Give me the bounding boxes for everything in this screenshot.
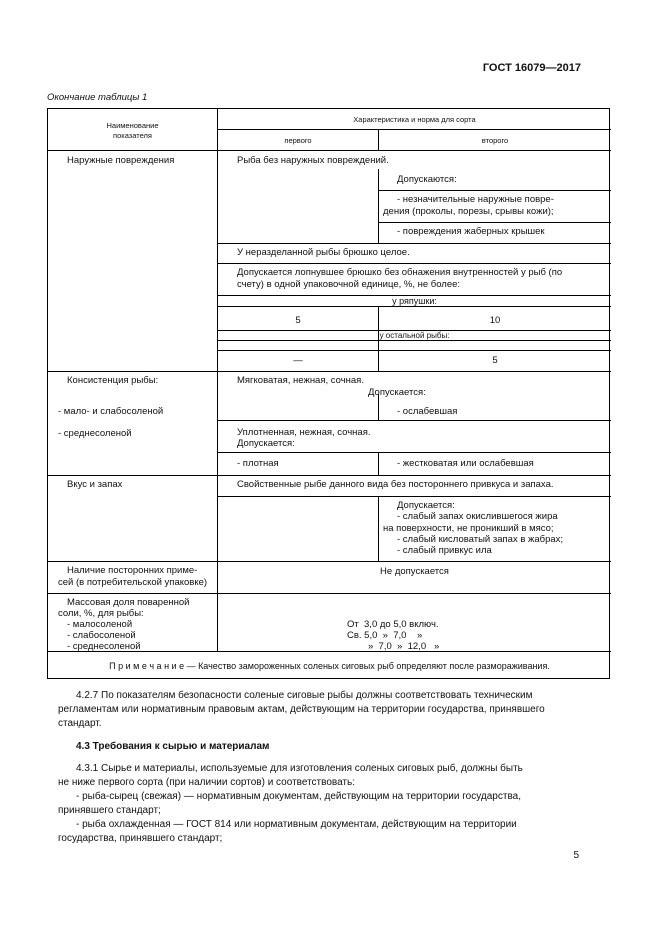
para-4-2-7-line2: регламентам или нормативным правовым актам, действующим на территории государства, принявшего bbox=[58, 704, 545, 715]
taste-sour: - слабый кисловатый запах в жабрах; bbox=[397, 534, 564, 545]
damage-gills: - повреждения жаберных крышек bbox=[397, 226, 545, 237]
taste-bitter: - слабый привкус ила bbox=[397, 545, 492, 556]
header-grade2: второго bbox=[481, 136, 509, 145]
standard-code: ГОСТ 16079—2017 bbox=[482, 62, 581, 74]
other-fish-label: у остальной рыбы: bbox=[379, 331, 450, 340]
para-4-3-1-line2: не ниже первого сорта (при наличии сортов) и соответствовать: bbox=[58, 777, 356, 788]
consistency-firm: Уплотненная, нежная, сочная. bbox=[237, 427, 371, 438]
chilled-fish-line2: государства, принявшего стандарт; bbox=[58, 833, 223, 844]
belly-intact: У неразделанной рыбы брюшко целое. bbox=[237, 247, 410, 258]
salt-weak-value: Св. 5,0 » 7,0 » bbox=[347, 630, 423, 641]
salt-low-value: От 3,0 до 5,0 включ. bbox=[347, 619, 439, 630]
indicators-table bbox=[47, 108, 610, 679]
taste-grade1: Свойственные рыбе данного вида без постороннего привкуса и запаха. bbox=[237, 479, 554, 490]
salt-weak: - слабосоленой bbox=[67, 630, 136, 641]
consistency-low-salt: - мало- и слабосоленой bbox=[58, 406, 164, 417]
consistency-hard-or-weak: - жестковатая или ослабевшая bbox=[397, 458, 534, 469]
col-divider-consistency2 bbox=[378, 452, 379, 476]
row-line bbox=[218, 306, 611, 307]
header-name-line1: Наименование bbox=[106, 121, 159, 130]
damage-allowed: Допускаются: bbox=[397, 174, 457, 185]
col-divider-consistency1 bbox=[378, 394, 379, 421]
row-line bbox=[48, 150, 611, 151]
burst-line1: Допускается лопнувшее брюшко без обнажения внутренностей у рыб (по bbox=[237, 267, 563, 278]
impurities-value: Не допускается bbox=[380, 566, 449, 577]
section-4-3-heading: 4.3 Требования к сырью и материалам bbox=[76, 741, 270, 752]
salt-medium: - среднесоленой bbox=[67, 641, 141, 652]
para-4-3-1-line1: 4.3.1 Сырье и материалы, используемые для изготовления соленых сиговых рыб, должны быть bbox=[76, 763, 523, 774]
para-4-2-7-line3: стандарт. bbox=[58, 718, 102, 729]
row-line bbox=[48, 371, 611, 372]
taste-allowed: Допускается: bbox=[397, 500, 455, 511]
consistency-soft: Мягковатая, нежная, сочная. bbox=[237, 375, 364, 386]
salt-name-line2: соли, %, для рыбы: bbox=[58, 608, 144, 619]
ryapushka-grade2: 10 bbox=[489, 315, 501, 326]
col-divider-damage bbox=[378, 169, 379, 244]
ryapushka-label: у ряпушки: bbox=[392, 296, 437, 306]
consistency-allowed2: Допускается: bbox=[237, 438, 295, 449]
salt-name-line1: Массовая доля поваренной bbox=[67, 597, 190, 608]
damage-minor-line2: дения (проколы, порезы, срывы кожи); bbox=[383, 206, 554, 217]
page-number: 5 bbox=[573, 850, 579, 861]
chilled-fish-line1: - рыба охлажденная — ГОСТ 814 или нормативным документам, действующим на территории bbox=[76, 819, 517, 830]
row-line bbox=[218, 263, 611, 264]
row-line bbox=[218, 420, 611, 421]
consistency-weakened: - ослабевшая bbox=[397, 406, 458, 417]
raw-fish-line2: принявшего стандарт; bbox=[58, 805, 161, 816]
ryapushka-grade1: 5 bbox=[295, 315, 301, 326]
taste-name: Вкус и запах bbox=[67, 479, 123, 490]
damage-grade1: Рыба без наружных повреждений. bbox=[237, 155, 389, 166]
row-line bbox=[378, 222, 611, 223]
taste-fat-line2: на поверхности, не проникший в мясо; bbox=[383, 523, 554, 534]
consistency-name: Консистенция рыбы: bbox=[67, 375, 159, 386]
row-line bbox=[48, 561, 611, 562]
damage-minor-line1: - незначительные наружные повре- bbox=[397, 194, 554, 205]
row-line bbox=[48, 475, 611, 476]
header-grade1: первого bbox=[284, 136, 312, 145]
row-line bbox=[218, 340, 611, 341]
row-line bbox=[218, 350, 611, 351]
table-continuation-caption: Окончание таблицы 1 bbox=[47, 92, 148, 103]
para-4-2-7-line1: 4.2.7 По показателям безопасности соленые сиговые рыбы должны соответствовать техническим bbox=[76, 690, 533, 701]
salt-low: - малосоленой bbox=[67, 619, 133, 630]
raw-fish-line1: - рыба-сырец (свежая) — нормативным документам, действующим на территории государства, bbox=[76, 791, 521, 802]
other-grade2: 5 bbox=[492, 355, 498, 366]
consistency-medium-salt: - среднесоленой bbox=[58, 428, 132, 439]
row-line bbox=[218, 496, 611, 497]
row-line bbox=[218, 452, 611, 453]
header-characteristic: Характеристика и норма для сорта bbox=[353, 115, 476, 124]
impurities-name-line2: сей (в потребительской упаковке) bbox=[58, 577, 208, 588]
consistency-dense: - плотная bbox=[237, 458, 279, 469]
other-grade1: — bbox=[293, 355, 303, 366]
row-line bbox=[48, 593, 611, 594]
consistency-allowed: Допускается: bbox=[368, 387, 426, 398]
salt-medium-value: » 7,0 » 12,0 » bbox=[368, 641, 440, 652]
table-note: П р и м е ч а н и е — Качество замороженных соленых сиговых рыб определяют после размораживания. bbox=[109, 661, 550, 671]
col-divider-taste bbox=[378, 496, 379, 561]
row-line bbox=[218, 243, 611, 244]
impurities-name-line1: Наличие посторонних приме- bbox=[67, 565, 198, 576]
row-line bbox=[378, 190, 611, 191]
burst-line2: счету) в одной упаковочной единице, %, не более: bbox=[237, 279, 461, 290]
taste-fat-line1: - слабый запах окислившегося жира bbox=[397, 511, 558, 522]
damage-name: Наружные повреждения bbox=[67, 155, 175, 166]
header-name-line2: показателя bbox=[113, 131, 152, 140]
row-line bbox=[218, 129, 611, 130]
